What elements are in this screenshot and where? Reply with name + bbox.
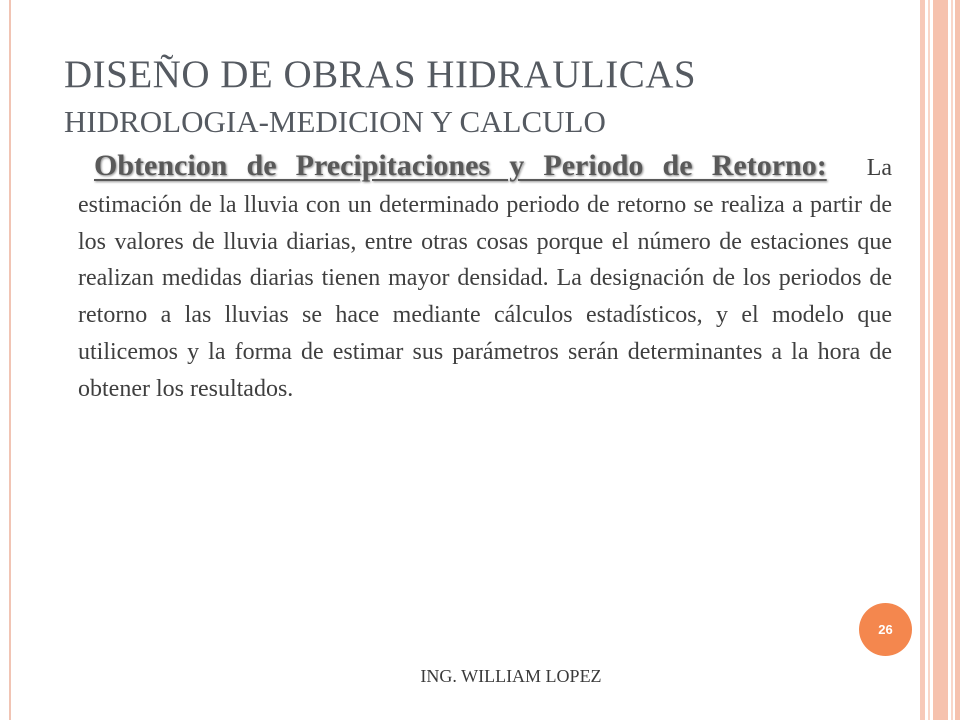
slide-title: DISEÑO DE OBRAS HIDRAULICAS [64,53,697,96]
slide-body [78,148,892,408]
body-paragraph: La estimación de la lluvia con un determinado periodo de retorno se realiza a partir de los valores de lluvia diarias, entre otras cosas porque el número de estaciones que realizan medidas diarias tienen mayor densidad. La designación de los periodos de retorno a las lluvias se hace mediante cálculos estadísticos, y el modelo que utilicemos y la forma de estimar sus parámetros serán determinantes a la hora de obtener los resultados. [78,155,892,402]
page-number-badge: 26 [859,603,912,656]
left-border-line [9,0,11,720]
slide-subtitle: HIDROLOGIA-MEDICION Y CALCULO [64,104,606,139]
section-heading: Obtencion de Precipitaciones y Periodo de Retorno: [94,149,827,182]
footer-author: ING. WILLIAM LOPEZ [420,666,602,686]
